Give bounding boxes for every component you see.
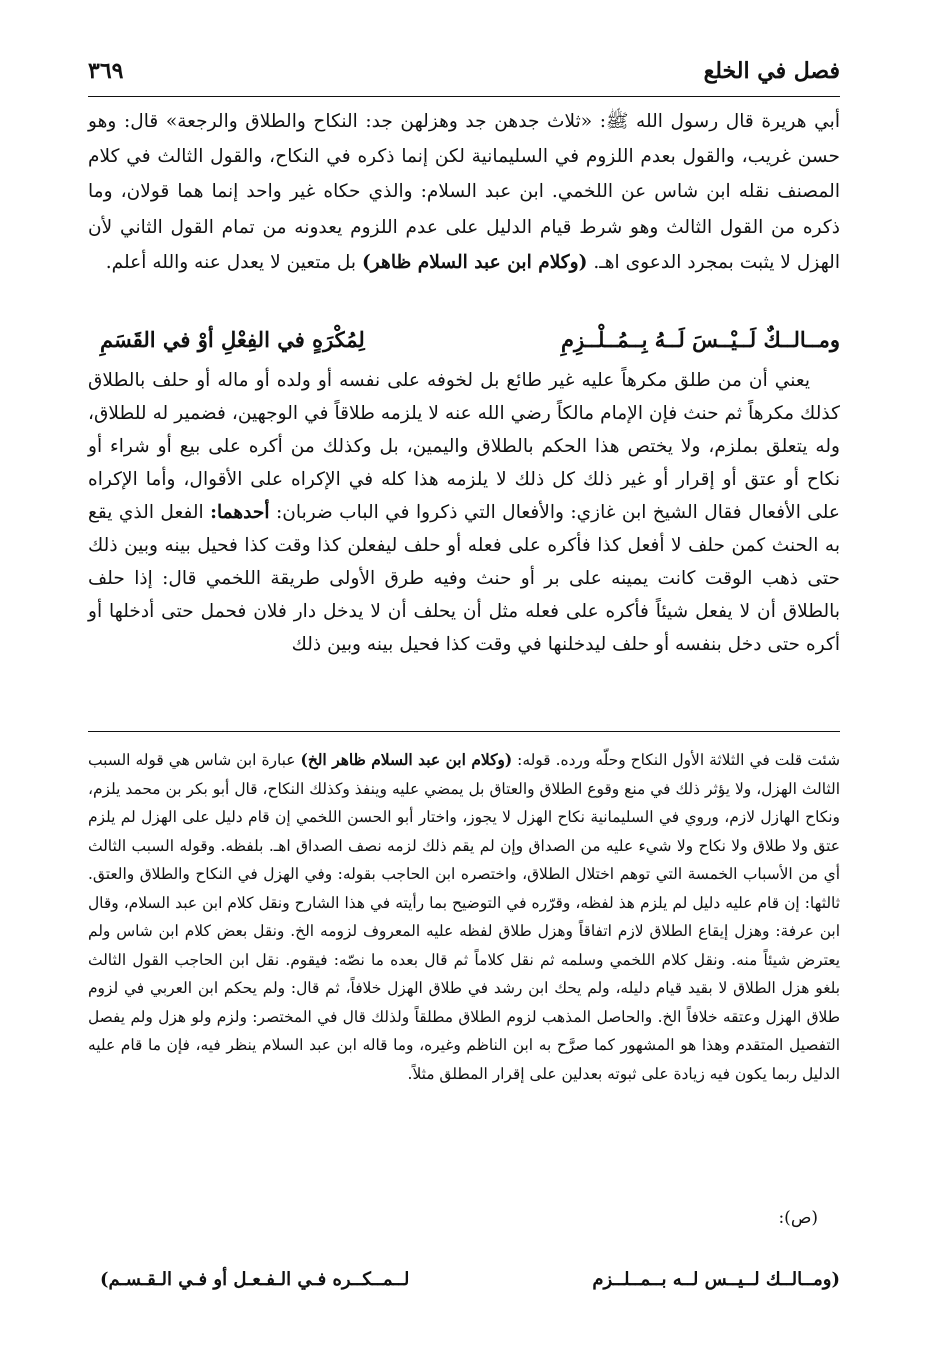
footnote-text-intro: شئت قلت في الثلاثة الأول النكاح وحلّه ورده. قوله: [517, 751, 840, 769]
page-number: ٣٦٩ [88, 58, 124, 84]
paragraph-hadith-and-quotes [88, 104, 840, 280]
bold-lemma: (وكلام ابن عبد السلام ظاهر) [362, 251, 588, 273]
verse-line [100, 320, 840, 360]
bold-lemma-first: أحدهما: [210, 502, 270, 523]
main-text-top [88, 104, 840, 280]
footnote-divider [88, 731, 840, 732]
commentary-text-part1: يعني أن من طلق مكرهاً عليه غير طائع بل لخوفه على نفسه أو ولده أو ماله أو حلف بالطلاق كذلك مكرهاً ثم حنث فإن الإمام مالكاً رضي الله عنه لا يلزمه طلاقاً في الوجهين، فضمير له للطلاق، وله يتعلق بملزم، ولا يختص هذا الحكم بالطلاق واليمين، بل وكذلك من أكره على بيع أو شراء أو نكاح أو عتق أو إقرار أو غير ذلك كل ذلك لا يلزمه هذا كله في الإكراه على الأقوال، وأما الإكراه على الأفعال فقال الشيخ ابن غازي: والأفعال التي ذكروا في الباب ضربان: [88, 370, 840, 523]
footnote-bold-lemma: (وكلام ابن عبد السلام ظاهر الخ) [300, 751, 513, 769]
footnotes [88, 746, 840, 1088]
paragraph-tail: بل متعين لا يعدل عنه والله أعلم. [105, 251, 357, 273]
paragraph-text: أبي هريرة قال رسول الله ﷺ: «ثلاث جدهن جد وهزلهن جد: النكاح والطلاق والرجعة» قال: وهو حسن غريب، والقول بعدم اللزوم في السليمانية لكن إنما ذكره في النكاح، والقول الثالث في كلام المصنف نقله ابن شاس عن اللخمي. ابن عبد السلام: والذي حكاه غير واحد إنما هما قولان، وما ذكره من القول الثالث وهو شرط قيام الدليل على عدم اللزوم يعدونه من تمام القول الثاني لأن الهزل لا يثبت بمجرد الدعوى اهـ. [88, 111, 840, 273]
page-header [88, 52, 840, 97]
matn-hemistich-second: لــمــكــره فـي الـفـعـل أو فـي الـقـسـم) [100, 1269, 410, 1290]
footnote-text-body: عبارة ابن شاس هي قوله السبب الثالث الهزل، ولا يؤثر ذلك في منع وقوع الطلاق والعتاق بل يمضي عليه وينفذ وكذلك النكاح، قال أبو بكر بن محمد يلزم، ونكاح الهازل لازم، وروي في السليمانية نكاح الهزل لا يجوز، واختار أبو الحسن اللخمي إن قام دليل على الهزل لم يلزم عتق ولا طلاق ولا نكاح ولا شيء عليه من الصداق وإن لم يقم ذلك لزمه نصف الصداق اهـ. بلفظه. وقوله السبب الثالث أي من الأسباب الخمسة التي توهم اختلال الطلاق، واختصره ابن الحاجب بقوله: وفي الهزل في النكاح والطلاق والعتق. ثالثها: إن قام عليه دليل لم يلزم هذ لفظه، وقرّره في التوضيح بما رأيته في هذا الشارح ونقل كلام ابن عبد السلام، وقال ابن عرفة: وهزل إيقاع الطلاق لازم اتفاقاً وهزل طلاق لفظه عليه المعروف لزومه الخ. ونقل بعض كلام ابن شاس ولم يعترض شيئاً منه. ونقل كلام اللخمي وسلمه ثم نقل كلاماً ثم قال بعده ما نصّه: فيقوم. نقل ابن الحاجب القول الثالث بلغو هزل الطلاق لا بقيد قيام دليله، ولم يحك ابن رشد في طلاق الهزل خلافاً، ثم قال: ولم يحكم ابن العربي في لزوم طلاق الهزل وعتقه خلافاً الخ. والحاصل المذهب لزوم الطلاق مطلقاً ولذلك قال في المختصر: ولزم ولو هزل ولم يفصل التفصيل المتقدم وهذا هو المشهور كما صرَّح به ابن الناظم وغيره، وما قاله ابن عبد السلام ينظر فيه، فإن ما قام عليه الدليل ربما يكون فيه زيادة على ثبوته بعدلين على إقرار المطلق مثلاً. [88, 751, 840, 1083]
matn-verse-line [100, 1260, 840, 1300]
verse-hemistich-second: لِمُكْرَهٍ في الفِعْلِ أوْ في القَسَمِ [100, 327, 365, 352]
verse-hemistich-first: ومــالــكٌ لَــيْــسَ لَــهُ بِــمُــلْــزِمِ [561, 327, 840, 352]
matn-label: (ص): [778, 1208, 818, 1228]
matn-hemistich-first: (ومــالــك لــيــس لــه بــمــلــزم [592, 1269, 840, 1290]
commentary-paragraph [88, 364, 840, 661]
footnote-paragraph [88, 746, 840, 1088]
commentary-text [88, 364, 840, 661]
chapter-title: فصل في الخلع [703, 58, 840, 84]
commentary-text-part2: الفعل الذي يقع به الحنث كمن حلف لا أفعل كذا فأكره على فعله أو حلف ليفعلن كذا وقت كذا فحيل بينه وبين ذلك حتى ذهب الوقت كانت يمينه على بر أو حنث وفيه طرق الأولى طريقة اللخمي قال: إذا حلف بالطلاق أن لا يفعل شيئاً فأكره على فعله مثل أن يحلف أن لا يدخل دار فلان فحمل حتى أدخلها أو أكره حتى دخل بنفسه أو حلف ليدخلنها في وقت كذا فحيل بينه وبين ذلك [88, 502, 840, 655]
